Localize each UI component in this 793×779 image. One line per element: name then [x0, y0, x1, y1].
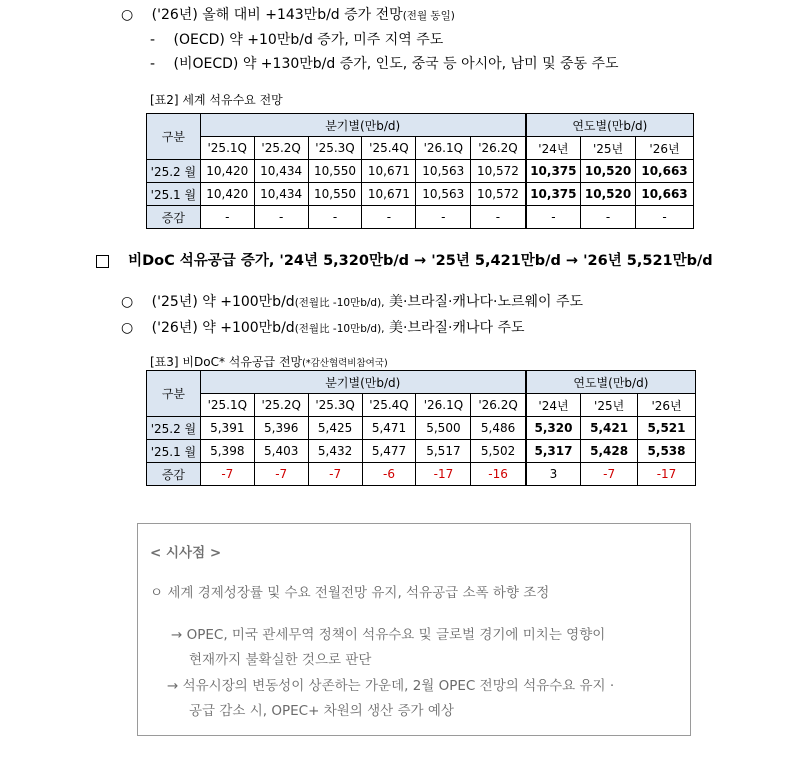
cell: 5,538 — [638, 440, 696, 463]
table2-col-q: '26.2Q — [471, 137, 526, 160]
checkbox-square-icon — [96, 255, 109, 268]
cell: - — [254, 206, 308, 229]
cell: 10,434 — [254, 183, 308, 206]
cell: 10,671 — [362, 160, 416, 183]
cell: 10,563 — [416, 183, 471, 206]
cell: 5,391 — [200, 417, 254, 440]
cell: 5,521 — [638, 417, 696, 440]
cell: 10,572 — [471, 160, 526, 183]
cell: - — [471, 206, 526, 229]
cell: 5,432 — [308, 440, 362, 463]
table3-header-quarterly: 분기별(만b/d) — [200, 371, 525, 394]
table3-col-q: '26.2Q — [471, 394, 526, 417]
cell: - — [416, 206, 471, 229]
table2-col-y: '25년 — [581, 137, 636, 160]
cell: -6 — [362, 463, 416, 486]
cell: 10,572 — [471, 183, 526, 206]
cell: 10,663 — [636, 183, 694, 206]
cell: - — [200, 206, 254, 229]
bullet-26-text: ('26년) 올해 대비 +143만b/d 증가 전망 — [151, 7, 403, 23]
table3-header-gubun: 구분 — [147, 371, 201, 417]
table-row — [147, 183, 694, 206]
table2-col-y: '24년 — [526, 137, 581, 160]
cell: -16 — [471, 463, 526, 486]
bullet-25-supply-tail: 美·브라질·캐나다·노르웨이 주도 — [384, 294, 584, 310]
cell: 5,500 — [416, 417, 471, 440]
row-label: 증감 — [147, 463, 201, 486]
row-label: '25.2 월 — [147, 417, 201, 440]
cell: -7 — [581, 463, 638, 486]
cell: - — [581, 206, 636, 229]
cell: 10,520 — [581, 160, 636, 183]
table2-caption: [표2] 세계 석유수요 전망 — [150, 93, 283, 107]
cell: 10,375 — [526, 183, 581, 206]
cell: 10,420 — [200, 160, 254, 183]
cell: 10,671 — [362, 183, 416, 206]
table3-col-q: '25.2Q — [254, 394, 308, 417]
table-row — [147, 440, 696, 463]
cell: -7 — [254, 463, 308, 486]
table2 — [146, 113, 694, 229]
table3-col-q: '26.1Q — [416, 394, 471, 417]
cell: - — [636, 206, 694, 229]
section2-heading — [96, 249, 713, 270]
dash-non-oecd-text: (비OECD) 약 +130만b/d 증가, 인도, 중국 등 아시아, 남미 및 중동 주도 — [173, 56, 619, 72]
table3-col-y: '26년 — [638, 394, 696, 417]
table3-header-yearly: 연도별(만b/d) — [526, 371, 696, 394]
dash-non-oecd — [150, 53, 619, 73]
bullet-circle: ○ — [121, 320, 134, 336]
cell: 5,477 — [362, 440, 416, 463]
row-label: '25.1 월 — [147, 440, 201, 463]
row-label: 증감 — [147, 206, 201, 229]
table2-header-quarterly: 분기별(만b/d) — [200, 114, 525, 137]
table-row — [147, 417, 696, 440]
table2-col-q: '25.4Q — [362, 137, 416, 160]
cell: 5,471 — [362, 417, 416, 440]
cell: 10,375 — [526, 160, 581, 183]
table2-col-q: '25.3Q — [308, 137, 362, 160]
bullet-circle: ○ — [121, 294, 134, 310]
table3-col-q: '25.3Q — [308, 394, 362, 417]
cell: 5,428 — [581, 440, 638, 463]
implications-point: ㅇ 세계 경제성장률 및 수요 전월전망 유지, 석유공급 소폭 하향 조정 — [150, 585, 550, 601]
cell: 10,663 — [636, 160, 694, 183]
bullet-25-supply-note: (전월比 -10만b/d), — [294, 297, 385, 309]
cell: 5,317 — [526, 440, 581, 463]
bullet-25-supply-text: ('25년) 약 +100만b/d — [151, 294, 295, 310]
implications-arrow2-line1: → 석유시장의 변동성이 상존하는 가운데, 2월 OPEC 전망의 석유수요 유지 · — [167, 678, 615, 694]
table2-col-q: '26.1Q — [416, 137, 471, 160]
implications-arrow2-line2: 공급 감소 시, OPEC+ 차원의 생산 증가 예상 — [189, 703, 454, 719]
table3-caption — [150, 353, 388, 370]
cell: 5,320 — [526, 417, 581, 440]
cell: - — [308, 206, 362, 229]
implications-arrow1-line1: → OPEC, 미국 관세무역 정책이 석유수요 및 글로벌 경기에 미치는 영향이 — [171, 627, 606, 643]
cell: 10,520 — [581, 183, 636, 206]
bullet-25-supply — [121, 291, 583, 311]
table2-header-yearly: 연도별(만b/d) — [526, 114, 694, 137]
bullet-26-demand — [121, 4, 455, 24]
cell: 10,563 — [416, 160, 471, 183]
table3-col-q: '25.4Q — [362, 394, 416, 417]
cell: -7 — [200, 463, 254, 486]
table3 — [146, 370, 696, 486]
cell: 5,502 — [471, 440, 526, 463]
cell: 5,396 — [254, 417, 308, 440]
cell: 5,398 — [200, 440, 254, 463]
table3-col-q: '25.1Q — [200, 394, 254, 417]
implications-title: < 시사점 > — [150, 545, 222, 561]
table2-col-q: '25.2Q — [254, 137, 308, 160]
cell: -17 — [416, 463, 471, 486]
dash-mark: - — [150, 56, 156, 72]
cell: 3 — [526, 463, 581, 486]
table3-col-y: '25년 — [581, 394, 638, 417]
dash-mark: - — [150, 32, 156, 48]
bullet-26-supply-note: (전월比 -10만b/d), — [294, 323, 385, 335]
bullet-26-note: (전월 동일) — [402, 10, 455, 22]
dash-oecd-text: (OECD) 약 +10만b/d 증가, 미주 지역 주도 — [173, 32, 444, 48]
cell: 5,517 — [416, 440, 471, 463]
row-label: '25.2 월 — [147, 160, 201, 183]
table2-header-gubun: 구분 — [147, 114, 201, 160]
cell: - — [526, 206, 581, 229]
table-row — [147, 206, 694, 229]
cell: 5,486 — [471, 417, 526, 440]
table2-col-q: '25.1Q — [200, 137, 254, 160]
cell: 10,420 — [200, 183, 254, 206]
table3-col-y: '24년 — [526, 394, 581, 417]
implications-arrow1-line2: 현재까지 불확실한 것으로 판단 — [189, 652, 372, 668]
cell: -17 — [638, 463, 696, 486]
row-label: '25.1 월 — [147, 183, 201, 206]
bullet-26-supply-tail: 美·브라질·캐나다 주도 — [384, 320, 525, 336]
cell: -7 — [308, 463, 362, 486]
implications-box — [137, 523, 691, 736]
table3-caption-main: [표3] 비DoC* 석유공급 전망 — [150, 355, 303, 369]
cell: 5,403 — [254, 440, 308, 463]
bullet-26-supply-text: ('26년) 약 +100만b/d — [151, 320, 295, 336]
cell: 10,550 — [308, 160, 362, 183]
cell: 5,425 — [308, 417, 362, 440]
dash-oecd — [150, 29, 443, 49]
table2-col-y: '26년 — [636, 137, 694, 160]
bullet-circle: ○ — [121, 7, 134, 23]
cell: - — [362, 206, 416, 229]
table3-caption-note: (*감산협력비참여국) — [302, 358, 388, 369]
table-row — [147, 463, 696, 486]
cell: 10,434 — [254, 160, 308, 183]
table-row — [147, 160, 694, 183]
cell: 10,550 — [308, 183, 362, 206]
bullet-26-supply — [121, 317, 525, 337]
cell: 5,421 — [581, 417, 638, 440]
section2-heading-text: 비DoC 석유공급 증가, '24년 5,320만b/d → '25년 5,421만b/d → '26년 5,521만b/d — [128, 253, 713, 269]
